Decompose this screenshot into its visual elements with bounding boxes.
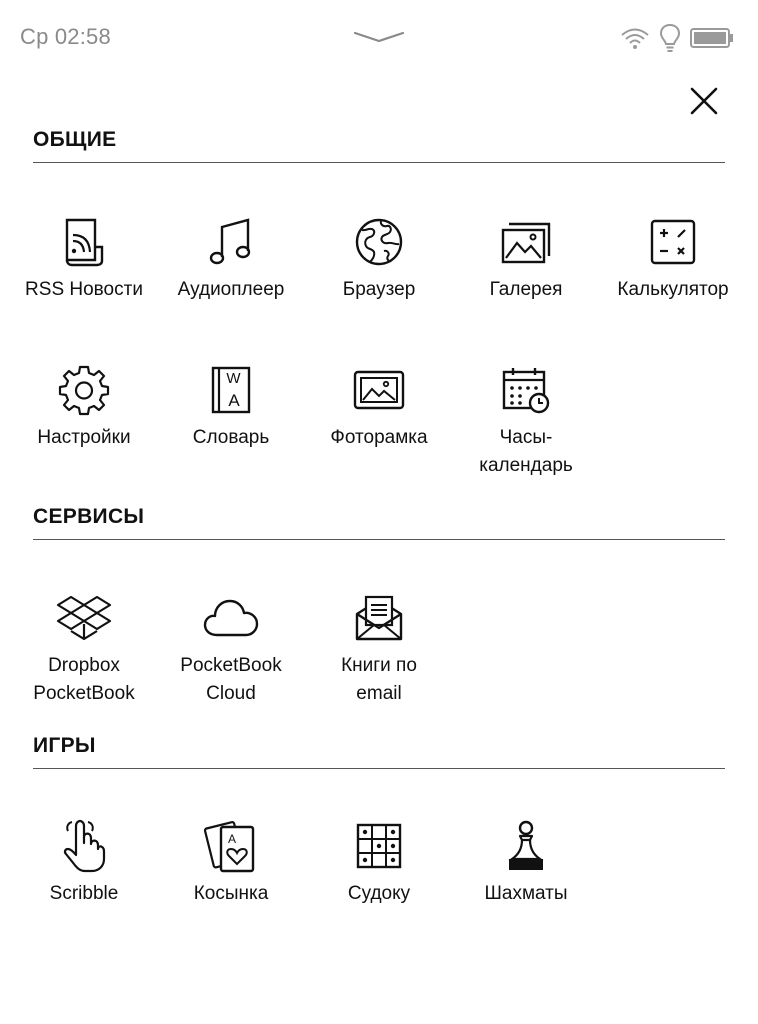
email-book-icon xyxy=(351,590,407,646)
svg-text:A: A xyxy=(228,391,240,410)
app-label: PocketBook Cloud xyxy=(180,655,282,704)
app-label: Книги по email xyxy=(341,655,417,704)
close-icon xyxy=(689,86,719,121)
dropbox-icon xyxy=(56,590,112,646)
photo-frame-icon xyxy=(351,362,407,418)
cloud-icon xyxy=(203,590,259,646)
section-title-services: СЕРВИСЫ xyxy=(33,505,145,528)
chess-pawn-icon xyxy=(498,818,554,874)
dictionary-icon xyxy=(203,362,259,418)
app-settings[interactable] xyxy=(10,362,158,452)
app-label: Браузер xyxy=(342,279,416,300)
hand-pointer-icon xyxy=(56,818,112,874)
rss-icon xyxy=(56,214,112,270)
app-label: RSS Новости xyxy=(25,279,143,300)
app-label: Аудиоплеер xyxy=(177,279,285,300)
status-icons xyxy=(620,22,734,54)
wifi-icon[interactable] xyxy=(620,26,650,50)
close-button[interactable] xyxy=(683,82,725,124)
app-label: Словарь xyxy=(192,427,270,448)
battery-icon[interactable] xyxy=(690,27,734,49)
pull-down-chevron-icon[interactable] xyxy=(353,30,405,44)
calendar-clock-icon xyxy=(498,362,554,418)
app-label: Судоку xyxy=(347,883,411,904)
app-label: Scribble xyxy=(49,883,119,904)
app-gallery[interactable] xyxy=(452,214,600,304)
frontlight-icon[interactable] xyxy=(660,23,680,53)
gallery-icon xyxy=(498,214,554,270)
svg-text:A: A xyxy=(228,832,237,846)
app-sudoku[interactable] xyxy=(305,818,453,908)
divider xyxy=(33,539,725,540)
app-books-by-email[interactable] xyxy=(305,590,453,708)
app-dictionary[interactable] xyxy=(157,362,305,452)
section-title-general: ОБЩИЕ xyxy=(33,128,117,151)
section-title-games: ИГРЫ xyxy=(33,734,96,757)
app-label: Фоторамка xyxy=(330,427,428,448)
svg-text:W: W xyxy=(226,370,241,387)
calculator-icon xyxy=(645,214,701,270)
app-label: Калькулятор xyxy=(617,279,729,300)
app-browser[interactable] xyxy=(305,214,453,304)
app-rss-news[interactable] xyxy=(10,214,158,304)
divider xyxy=(33,768,725,769)
globe-icon xyxy=(351,214,407,270)
app-label: Косынка xyxy=(193,883,269,904)
app-label: Галерея xyxy=(489,279,563,300)
app-chess[interactable] xyxy=(452,818,600,908)
app-audio-player[interactable] xyxy=(157,214,305,304)
app-pocketbook-cloud[interactable] xyxy=(157,590,305,708)
app-calculator[interactable] xyxy=(599,214,747,304)
gear-icon xyxy=(56,362,112,418)
app-clock-calendar[interactable] xyxy=(452,362,600,480)
music-note-icon xyxy=(203,214,259,270)
sudoku-grid-icon xyxy=(351,818,407,874)
app-label: Шахматы xyxy=(484,883,568,904)
divider xyxy=(33,162,725,163)
status-bar xyxy=(0,0,758,76)
app-dropbox-pocketbook[interactable] xyxy=(10,590,158,708)
app-solitaire[interactable] xyxy=(157,818,305,908)
app-photo-frame[interactable] xyxy=(305,362,453,452)
app-label: Dropbox PocketBook xyxy=(33,655,135,704)
clock-text: Ср 02:58 xyxy=(20,24,111,49)
app-scribble[interactable] xyxy=(10,818,158,908)
app-label: Часы- календарь xyxy=(479,427,573,476)
cards-icon xyxy=(203,818,259,874)
app-label: Настройки xyxy=(37,427,131,448)
